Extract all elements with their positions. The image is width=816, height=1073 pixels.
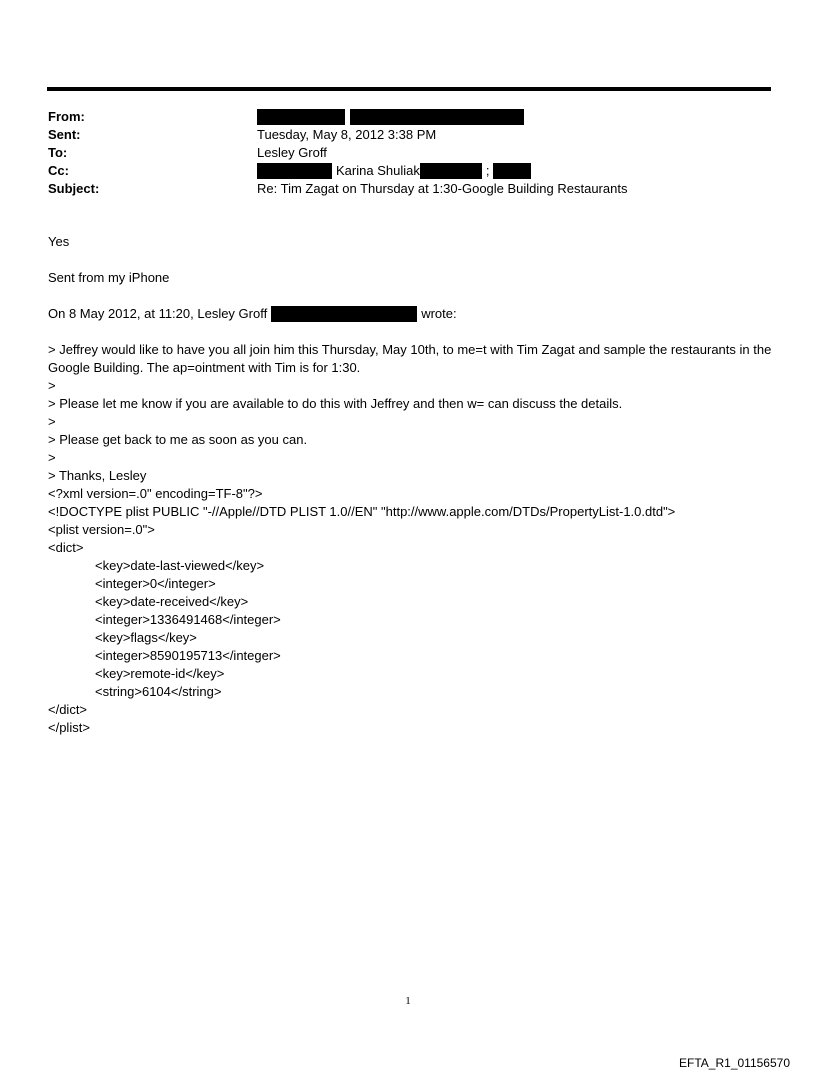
plist-line: <key>date-last-viewed</key> bbox=[95, 558, 265, 573]
document-id: EFTA_R1_01156570 bbox=[679, 1056, 790, 1070]
quote-intro-prefix: On 8 May 2012, at 11:20, Lesley Groff bbox=[48, 306, 268, 321]
email-header bbox=[48, 108, 768, 198]
cc-row bbox=[48, 162, 768, 180]
plist-line: </dict> bbox=[48, 702, 88, 717]
sent-label: Sent: bbox=[48, 127, 81, 142]
cc-label: Cc: bbox=[48, 163, 69, 178]
quoted-line: > bbox=[48, 414, 56, 429]
plist-line: </plist> bbox=[48, 720, 90, 735]
plist-line: <key>remote-id</key> bbox=[95, 666, 225, 681]
quote-intro-suffix: wrote: bbox=[421, 306, 457, 321]
quoted-line: > Please get back to me as soon as you can. bbox=[48, 432, 308, 447]
to-value: Lesley Groff bbox=[257, 145, 327, 160]
subject-value: Re: Tim Zagat on Thursday at 1:30-Google Building Restaurants bbox=[257, 181, 628, 196]
plist-line: <key>date-received</key> bbox=[95, 594, 249, 609]
quote-intro bbox=[48, 305, 778, 323]
plist-line: <plist version=.0"> bbox=[48, 522, 155, 537]
from-row bbox=[48, 108, 768, 126]
from-label: From: bbox=[48, 109, 85, 124]
redaction-box bbox=[420, 163, 482, 179]
redaction-box bbox=[271, 306, 417, 322]
cc-name: Karina Shuliak bbox=[336, 163, 420, 178]
sent-value: Tuesday, May 8, 2012 3:38 PM bbox=[257, 127, 437, 142]
redaction-box bbox=[257, 163, 332, 179]
quoted-line: > Thanks, Lesley bbox=[48, 468, 147, 483]
redaction-box bbox=[350, 109, 524, 125]
sent-row bbox=[48, 126, 768, 144]
signature-text: Sent from my iPhone bbox=[48, 270, 170, 285]
plist-line: <!DOCTYPE plist PUBLIC "-//Apple//DTD PLIST 1.0//EN" "http://www.apple.com/DTDs/PropertyList-1.0.dtd"> bbox=[48, 504, 676, 519]
reply-text: Yes bbox=[48, 234, 70, 249]
quoted-line: > Please let me know if you are available to do this with Jeffrey and then w= can discuss the details. bbox=[48, 396, 623, 411]
to-label: To: bbox=[48, 145, 68, 160]
plist-line: <?xml version=.0" encoding=TF-8"?> bbox=[48, 486, 263, 501]
page-number: 1 bbox=[405, 995, 411, 1007]
to-row bbox=[48, 144, 768, 162]
plist-line: <string>6104</string> bbox=[95, 684, 222, 699]
redaction-box bbox=[493, 163, 531, 179]
quoted-line: > bbox=[48, 450, 56, 465]
from-value bbox=[257, 108, 524, 126]
subject-label: Subject: bbox=[48, 181, 100, 196]
email-body bbox=[48, 233, 778, 737]
header-rule bbox=[47, 87, 771, 91]
quoted-line: > Jeffrey would like to have you all join him this Thursday, May 10th, to me=t with Tim Zagat and sample the restaurants in the Google Building. The ap=ointment with Tim is for 1:30. bbox=[48, 342, 772, 375]
plist-line: <integer>0</integer> bbox=[95, 576, 216, 591]
quoted-line: > bbox=[48, 378, 56, 393]
plist-line: <dict> bbox=[48, 540, 84, 555]
cc-separator: ; bbox=[485, 163, 490, 178]
cc-value bbox=[257, 162, 531, 180]
plist-line: <integer>1336491468</integer> bbox=[95, 612, 281, 627]
plist-line: <integer>8590195713</integer> bbox=[95, 648, 281, 663]
subject-row bbox=[48, 180, 768, 198]
redaction-box bbox=[257, 109, 345, 125]
plist-line: <key>flags</key> bbox=[95, 630, 197, 645]
